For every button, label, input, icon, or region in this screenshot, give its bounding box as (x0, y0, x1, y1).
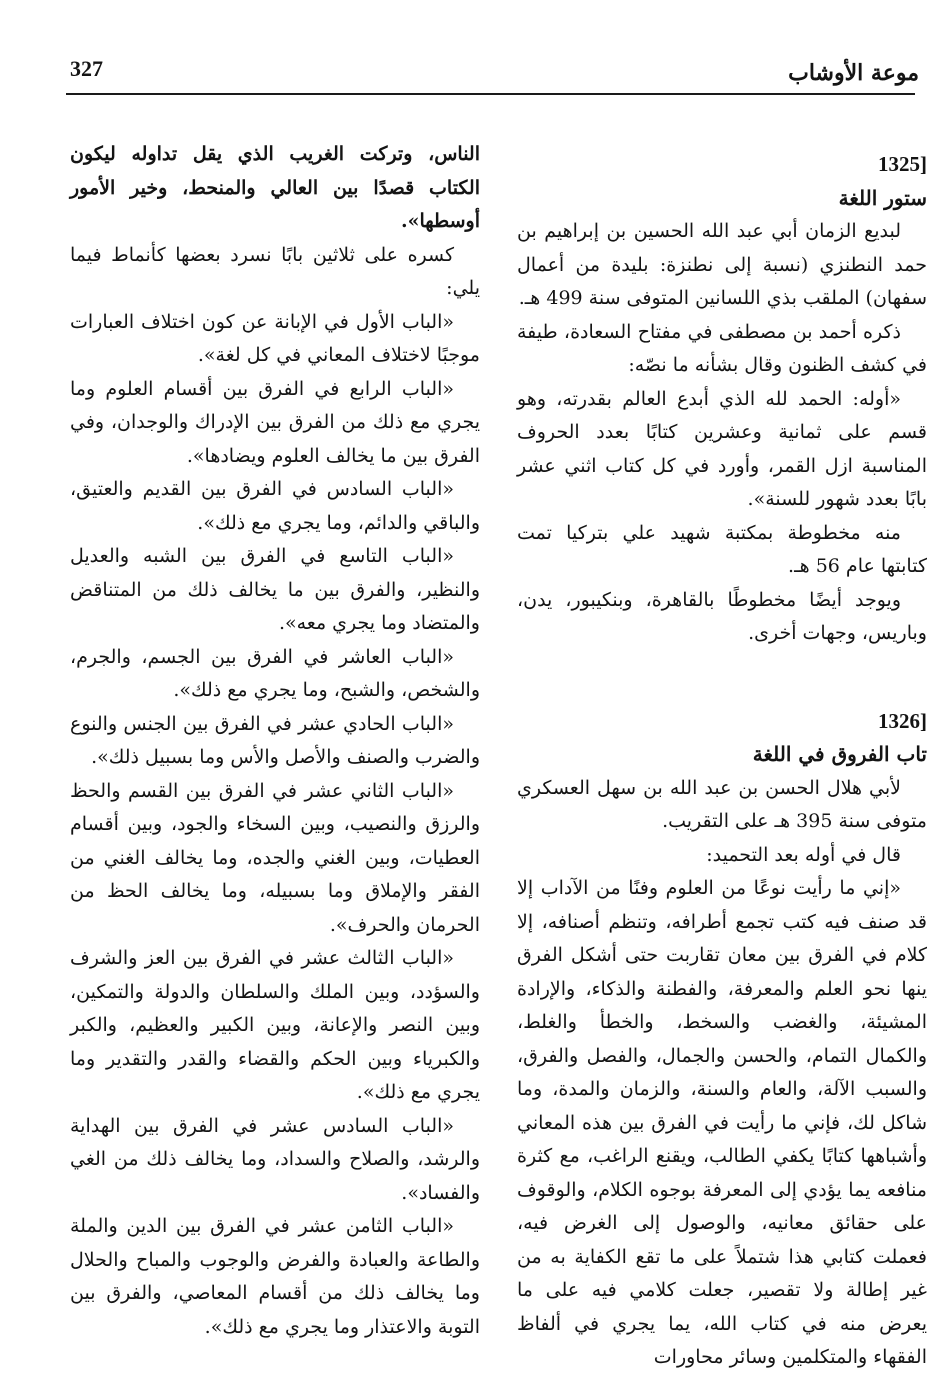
paragraph: «الباب السادس عشر في الفرق بين الهداية والرشد، والصلاح والسداد، وما يخالف ذلك من الغي والفساد». (70, 1114, 480, 1204)
paragraph: «إني ما رأيت نوعًا من العلوم وفنًا من الآداب إلا قد صنف فيه كتب تجمع أطرافه، وتنظم أصنافه، إلا كلام في الفرق بين معان تقاربت حتى أشكل الفرق ينها نحو العلم والمعرفة، والفطنة والذكاء، والإرادة المشيئة، والغضب والسخط، والخطأ والغلط، والكمال التمام، والحسن والجمال، والفصل والفرق، والسبب الآلة، والعام والسنة، والزمان والمدة، وما شاكل لك، فإني ما رأيت في الفرق بين هذه المعاني وأشباهها كتابًا يكفي الطالب، ويقنع الراغب، مع كثرة منافعه يما يؤدي إلى المعرفة بوجوه الكلام، والوقوف على حقائق معانيه، والوصول إلى الغرض فيه، فعملت كتابي هذا شتملاً على ما تقع الكفاية به من غير إطالة ولا تقصير، جعلت كلامي فيه على ما يعرض منه في كتاب الله، يما يجري في ألفاظ الفقهاء والمتكلمين وسائر محاورات (517, 877, 927, 1368)
paragraph: «الباب الثاني عشر في الفرق بين القسم والحظ والرزق والنصيب، وبين السخاء والجود، وبين أقسام العطيات، وبين الغني والجده، وما يخالف الغني من الفقر والإملاق وما بسبيله، وما يخالف الحظ من الحرمان والحرف». (70, 779, 480, 936)
paragraph: «الباب التاسع في الفرق بين الشبه والعديل والنظير، والفرق بين ما يخالف ذلك من المتناقض والمتضاد وما يجري معه». (70, 545, 480, 634)
paragraph: «الباب الثالث عشر في الفرق بين العز والشرف والسؤدد، وبين الملك والسلطان والدولة والتمكين، وبين النصر والإعانة، وبين الكبير والعظيم، والكبر والكبرياء وبين الحكم والقضاء والقدر والتقدير وما يجري مع ذلك». (70, 947, 480, 1103)
entry-number-1326: [1326 (878, 708, 927, 733)
header-rule (66, 93, 915, 95)
paragraph: «الباب السادس في الفرق بين القديم والعتيق، والباقي والدائم، وما يجري مع ذلك». (70, 478, 480, 534)
paragraph: «الباب العاشر في الفرق بين الجسم، والجرم، والشخص، والشبح، وما يجري مع ذلك». (70, 645, 480, 701)
paragraph: لبديع الزمان أبي عبد الله الحسين بن إبراهيم بن حمد النطنزي (نسبة إلى نطنزة: بليدة من أعمال سفهان) الملقب بذي اللسانين المتوفى سنة 499 هـ. (517, 220, 927, 309)
entry-number-1325: [1325 (878, 152, 927, 176)
entry-title-1326: تاب الفروق في اللغة (752, 742, 927, 766)
paragraph: ذكره أحمد بن مصطفى في مفتاح السعادة، طيفة في كشف الظنون وقال بشأنه ما نصّه: (517, 320, 927, 376)
paragraph: «الباب الثامن عشر في الفرق بين الدين والملة والطاعة والعبادة والفرض والوجوب والمباح والحلال وما يخالف ذلك من أقسام المعاصي، والفرق بين التوبة والاعتذار وما يجري مع ذلك». (70, 1215, 480, 1338)
paragraph: «أوله: الحمد لله الذي أبدع العالم بقدرته، وهو قسم على ثمانية وعشرين كتابًا بعدد الحروف المناسبة ازل القمر، وأورد في كل كتاب اثني عشر بابًا بعدد شهور للسنة». (517, 387, 927, 510)
paragraph: ويوجد أيضًا مخطوطًا بالقاهرة، وبنكيبور، يدن، وباريس، وجهات أخرى. (517, 588, 927, 644)
left-column (70, 138, 480, 1360)
right-column (517, 138, 927, 1368)
paragraph: «الباب الرابع في الفرق بين أقسام العلوم وما يجري مع ذلك من الفرق بين الإدراك والوجدان، وفي الفرق بين ما يخالف العلوم ويضادها». (70, 377, 480, 467)
entry-title-1325: ستور اللغة (838, 185, 927, 210)
paragraph: كسره على ثلاثين بابًا نسرد بعضها كأنماط فيما يلي: (70, 243, 480, 299)
running-title: موعة الأوشاب (788, 60, 919, 86)
paragraph: «الباب الأول في الإبانة عن كون اختلاف العبارات موجبًا لاختلاف المعاني في كل لغة». (70, 310, 480, 366)
continuation-paragraph: الناس، وتركت الغريب الذي يقل تداوله ليكون الكتاب قصدًا بين العالي والمنحط، وخير الأمور أوسطها». (70, 143, 480, 232)
page-number: 327 (70, 56, 103, 81)
paragraph: لأبي هلال الحسن بن عبد الله بن سهل العسكري متوفى سنة 395 هـ على التقريب. (517, 776, 927, 832)
paragraph: منه مخطوطة بمكتبة شهيد علي بتركيا تمت كتابتها عام 56 هـ. (517, 521, 927, 577)
entry-separator (517, 651, 927, 695)
paragraph: قال في أوله بعد التحميد: (706, 843, 901, 866)
paragraph: «الباب الحادي عشر في الفرق بين الجنس والنوع والضرب والصنف والأصل والأس وما بسبيل ذلك». (70, 712, 480, 768)
page-header (0, 0, 919, 100)
